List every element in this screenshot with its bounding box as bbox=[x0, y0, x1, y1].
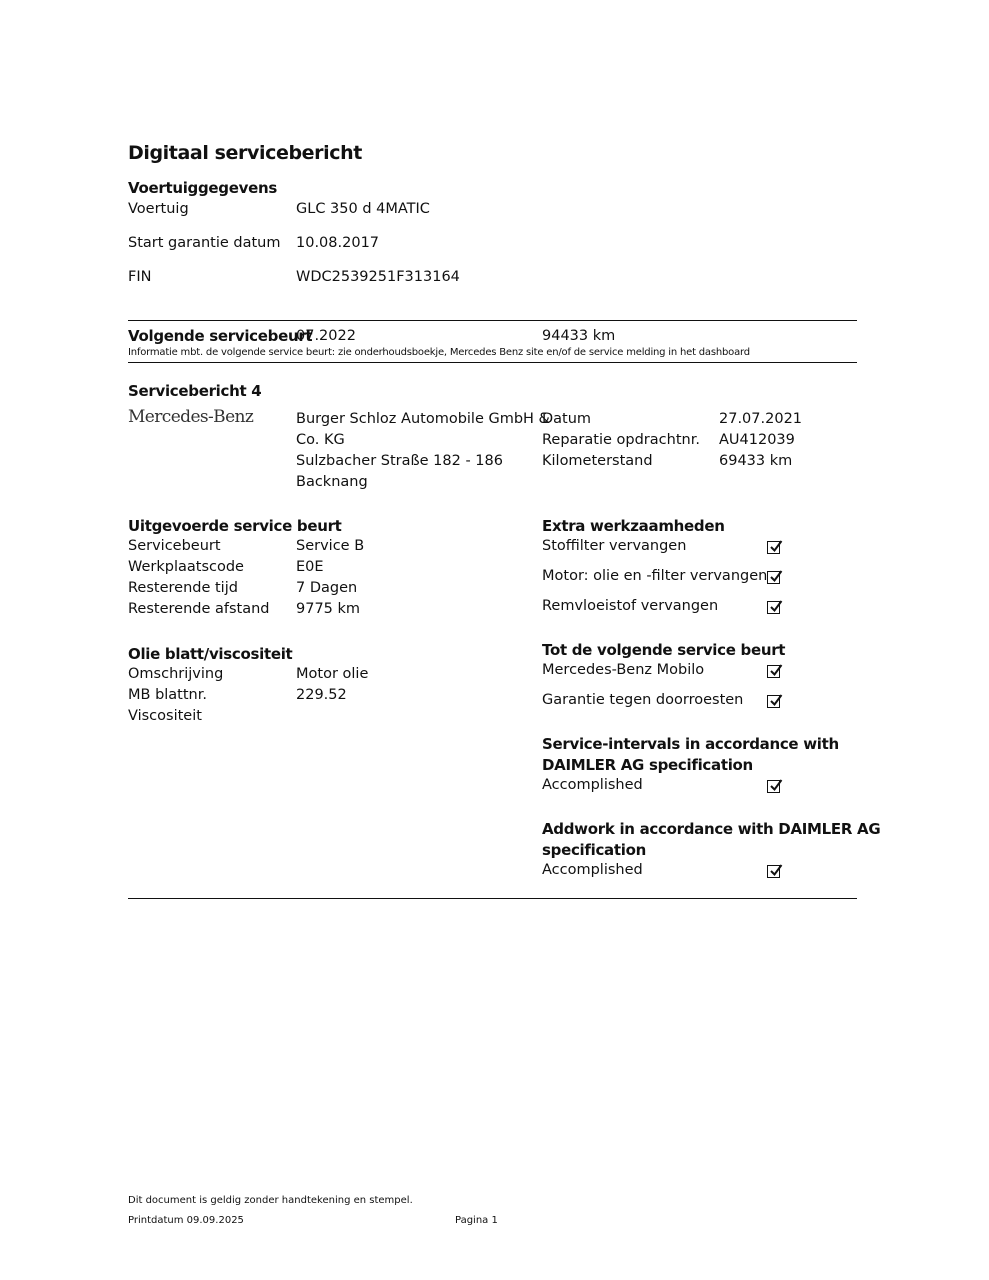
order-number-value: AU412039 bbox=[719, 432, 795, 448]
dealer-name-line1: Burger Schloz Automobile GmbH & bbox=[296, 411, 550, 427]
oil-description-label: Omschrijving bbox=[128, 666, 224, 682]
vehicle-label: Voertuig bbox=[128, 201, 189, 217]
mileage-label: Kilometerstand bbox=[542, 453, 653, 469]
checkbox-checked-icon bbox=[767, 541, 780, 554]
fin-label: FIN bbox=[128, 269, 152, 285]
vehicle-heading: Voertuiggegevens bbox=[128, 179, 277, 197]
extra-item-label: Remvloeistof vervangen bbox=[542, 598, 719, 614]
dealer-name-line2: Co. KG bbox=[296, 432, 345, 448]
mileage-value: 69433 km bbox=[719, 453, 793, 469]
dealer-city: Backnang bbox=[296, 474, 368, 490]
report-heading: Servicebericht 4 bbox=[128, 382, 262, 400]
remaining-distance-value: 9775 km bbox=[296, 601, 361, 617]
addwork-heading-line1: Addwork in accordance with DAIMLER AG bbox=[542, 820, 881, 838]
addwork-item-label: Accomplished bbox=[542, 862, 643, 878]
divider-top bbox=[128, 320, 857, 321]
date-label: Datum bbox=[542, 411, 592, 427]
page-number: Pagina 1 bbox=[455, 1215, 498, 1226]
dealer-street: Sulzbacher Straße 182 - 186 bbox=[296, 453, 503, 469]
warranty-start-label: Start garantie datum bbox=[128, 235, 281, 251]
mb-sheet-number-value: 229.52 bbox=[296, 687, 347, 703]
remaining-distance-label: Resterende afstand bbox=[128, 601, 270, 617]
performed-heading: Uitgevoerde service beurt bbox=[128, 517, 342, 535]
oil-heading: Olie blatt/viscositeit bbox=[128, 645, 293, 663]
until-next-heading: Tot de volgende service beurt bbox=[542, 641, 786, 659]
order-number-label: Reparatie opdrachtnr. bbox=[542, 432, 700, 448]
viscosity-label: Viscositeit bbox=[128, 708, 202, 724]
service-type-label: Servicebeurt bbox=[128, 538, 221, 554]
next-service-km: 94433 km bbox=[542, 328, 616, 344]
until-next-item-label: Mercedes-Benz Mobilo bbox=[542, 662, 705, 678]
intervals-item-label: Accomplished bbox=[542, 777, 643, 793]
checkbox-checked-icon bbox=[767, 601, 780, 614]
next-service-info: Informatie mbt. de volgende service beurt: zie onderhoudsboekje, Mercedes Benz site en/of de service melding in het dashboard bbox=[128, 347, 750, 358]
extra-item-label: Stoffilter vervangen bbox=[542, 538, 687, 554]
date-value: 27.07.2021 bbox=[719, 411, 803, 427]
service-type-value: Service B bbox=[296, 538, 365, 554]
workshop-code-label: Werkplaatscode bbox=[128, 559, 244, 575]
intervals-heading-line1: Service-intervals in accordance with bbox=[542, 735, 839, 753]
oil-description-value: Motor olie bbox=[296, 666, 369, 682]
until-next-item-label: Garantie tegen doorroesten bbox=[542, 692, 744, 708]
checkbox-checked-icon bbox=[767, 695, 780, 708]
page-title: Digitaal servicebericht bbox=[128, 142, 362, 164]
intervals-heading-line2: DAIMLER AG specification bbox=[542, 756, 753, 774]
mb-sheet-number-label: MB blattnr. bbox=[128, 687, 207, 703]
remaining-time-label: Resterende tijd bbox=[128, 580, 238, 596]
vehicle-value: GLC 350 d 4MATIC bbox=[296, 201, 430, 217]
addwork-heading-line2: specification bbox=[542, 841, 646, 859]
divider-bottom bbox=[128, 898, 857, 899]
extra-heading: Extra werkzaamheden bbox=[542, 517, 725, 535]
next-service-date: 07.2022 bbox=[296, 328, 356, 344]
checkbox-checked-icon bbox=[767, 780, 780, 793]
divider-next-service bbox=[128, 362, 857, 363]
extra-item-label: Motor: olie en -filter vervangen bbox=[542, 568, 768, 584]
checkbox-checked-icon bbox=[767, 571, 780, 584]
warranty-start-value: 10.08.2017 bbox=[296, 235, 380, 251]
print-date: Printdatum 09.09.2025 bbox=[128, 1215, 244, 1226]
fin-value: WDC2539251F313164 bbox=[296, 269, 460, 285]
next-service-label: Volgende servicebeurt bbox=[128, 327, 313, 345]
checkbox-checked-icon bbox=[767, 665, 780, 678]
mercedes-benz-logo: Mercedes-Benz bbox=[128, 407, 254, 427]
footer-note: Dit document is geldig zonder handtekening en stempel. bbox=[128, 1195, 413, 1206]
workshop-code-value: E0E bbox=[296, 559, 324, 575]
checkbox-checked-icon bbox=[767, 865, 780, 878]
remaining-time-value: 7 Dagen bbox=[296, 580, 358, 596]
